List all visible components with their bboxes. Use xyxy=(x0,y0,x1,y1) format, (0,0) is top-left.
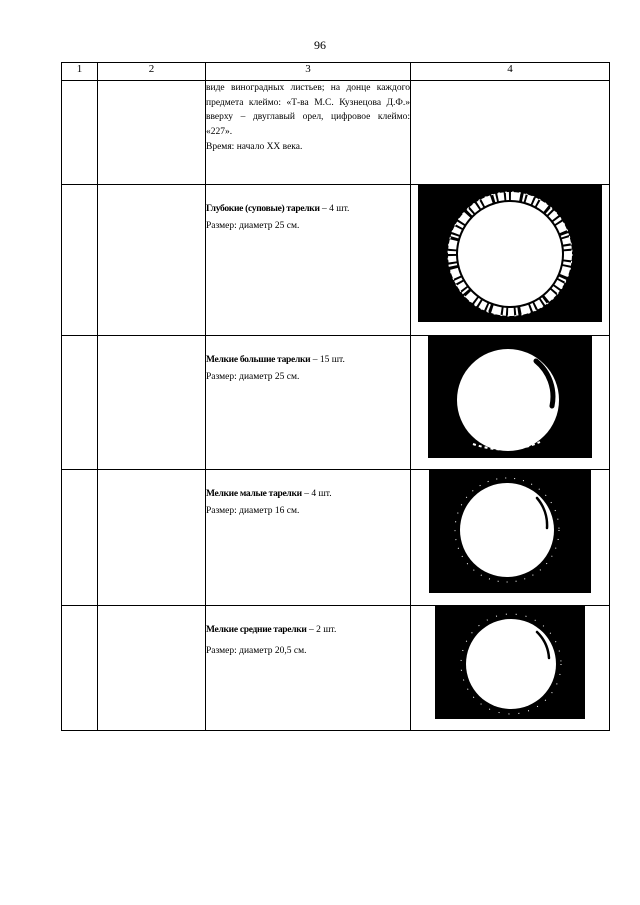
medium-flat-plate-photo xyxy=(435,606,585,719)
item-heading xyxy=(206,623,410,638)
cell-inventory xyxy=(98,185,206,336)
item-size: Размер: диаметр 20,5 см. xyxy=(206,645,307,656)
cell-number xyxy=(62,81,98,185)
item-size: Размер: диаметр 25 см. xyxy=(206,220,300,231)
column-header-3: 3 xyxy=(206,63,411,81)
table-row xyxy=(62,81,610,185)
column-header-2: 2 xyxy=(98,63,206,81)
column-header-1: 1 xyxy=(62,63,98,81)
item-count: – 4 шт. xyxy=(301,489,332,499)
cell-number xyxy=(62,185,98,336)
cell-description xyxy=(206,606,411,731)
cell-description xyxy=(206,336,411,470)
table-row xyxy=(62,336,610,470)
item-heading xyxy=(206,202,410,217)
item-title: Мелкие малые тарелки xyxy=(206,489,302,499)
cell-inventory xyxy=(98,606,206,731)
item-count: – 15 шт. xyxy=(310,355,345,365)
item-title: Мелкие большие тарелки xyxy=(206,355,311,365)
item-size: Размер: диаметр 25 см. xyxy=(206,371,300,382)
cell-inventory xyxy=(98,81,206,185)
deep-soup-plate-photo xyxy=(418,185,602,322)
small-flat-plate-photo xyxy=(429,470,591,593)
cell-photo xyxy=(411,185,610,336)
cell-number xyxy=(62,606,98,731)
cell-description xyxy=(206,185,411,336)
item-size: Размер: диаметр 16 см. xyxy=(206,505,300,516)
item-title: Глубокие (суповые) тарелки xyxy=(206,204,320,214)
period-text: Время: начало XX века. xyxy=(206,141,303,152)
item-heading xyxy=(206,353,410,368)
cell-inventory xyxy=(98,336,206,470)
cell-description xyxy=(206,470,411,606)
description-text: виде виноградных листьев; на донце каждого предмета клеймо: «Т-ва М.С. Кузнецова Д.Ф.» вверху – двуглавый орел, цифровое клеймо: «227». xyxy=(206,83,410,138)
table-row xyxy=(62,606,610,731)
cell-photo xyxy=(411,606,610,731)
cell-photo xyxy=(411,336,610,470)
cell-inventory xyxy=(98,470,206,606)
item-title: Мелкие средние тарелки xyxy=(206,625,307,635)
inventory-table xyxy=(61,62,610,731)
cell-number xyxy=(62,336,98,470)
cell-number xyxy=(62,470,98,606)
cell-photo-empty xyxy=(411,81,610,185)
item-count: – 4 шт. xyxy=(319,204,350,214)
table-header-row xyxy=(62,63,610,81)
cell-description xyxy=(206,81,411,185)
column-header-4: 4 xyxy=(411,63,610,81)
item-count: – 2 шт. xyxy=(306,625,337,635)
item-heading xyxy=(206,487,410,502)
cell-photo xyxy=(411,470,610,606)
table-row xyxy=(62,185,610,336)
large-flat-plate-photo xyxy=(428,336,592,458)
page-number: 96 xyxy=(314,38,326,52)
table-row xyxy=(62,470,610,606)
